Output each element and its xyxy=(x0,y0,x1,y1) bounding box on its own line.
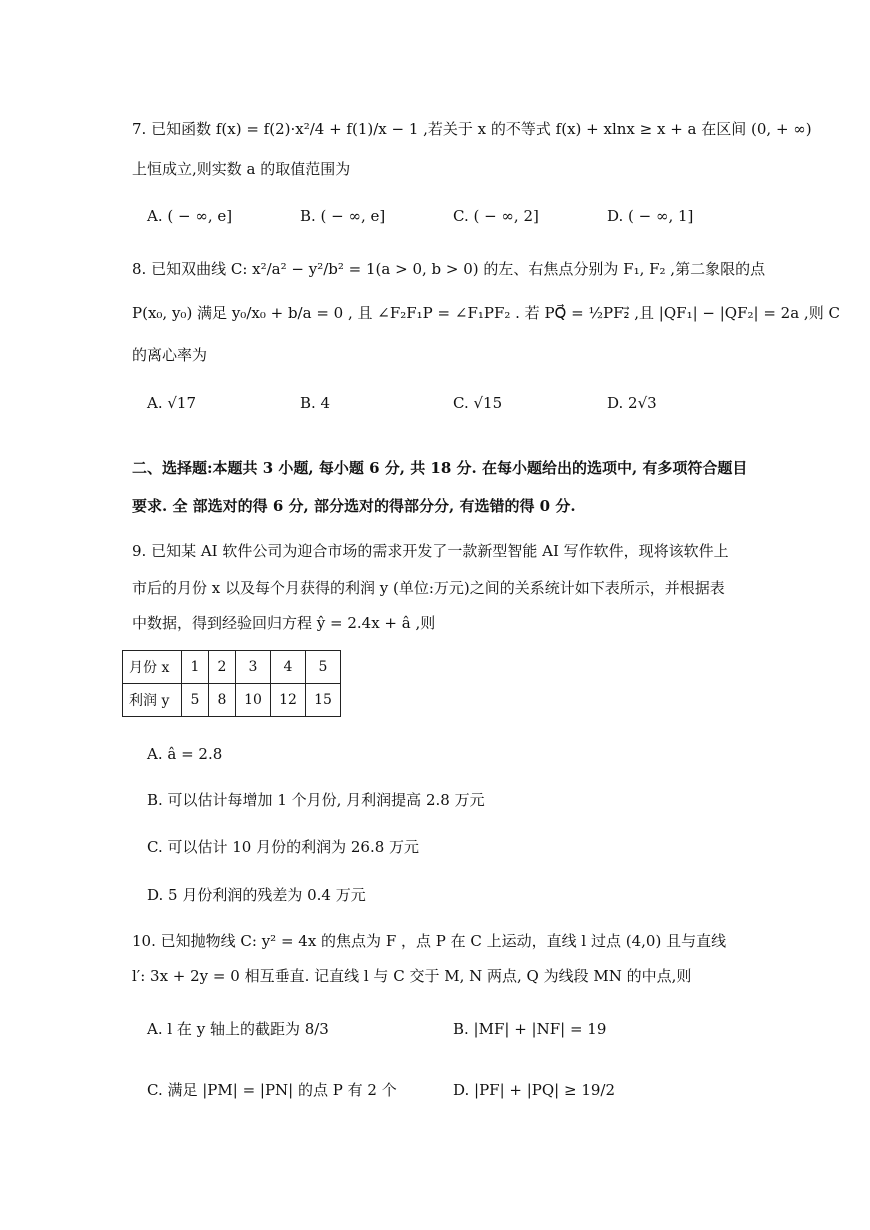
q8-option-c: C. √15 xyxy=(453,394,503,412)
q9-stem-line3: 中数据，得到经验回归方程 ŷ = 2.4x + â ,则 xyxy=(132,614,436,632)
q8-option-b: B. 4 xyxy=(300,394,331,412)
q9-stem-line2: 市后的月份 x 以及每个月获得的利润 y (单位:万元)之间的关系统计如下表所示，并根据表 xyxy=(132,579,725,597)
table-cell: 3 xyxy=(236,651,271,684)
q9-option-a: A. â = 2.8 xyxy=(147,745,223,763)
section2-heading-line2: 要求. 全 部选对的得 6 分, 部分选对的得部分分, 有选错的得 0 分. xyxy=(132,497,576,515)
q9-option-c: C. 可以估计 10 月份的利润为 26.8 万元 xyxy=(147,838,420,856)
q10-stem-line1: 10. 已知抛物线 C: y² = 4x 的焦点为 F ，点 P 在 C 上运动，直线 l 过点 (4,0) 且与直线 xyxy=(132,932,727,950)
table-cell: 8 xyxy=(209,684,236,717)
table-cell: 1 xyxy=(182,651,209,684)
q8-option-d: D. 2√3 xyxy=(607,394,657,412)
table-header-profit: 利润 y xyxy=(123,684,182,717)
q10-option-a: A. l 在 y 轴上的截距为 8/3 xyxy=(147,1020,329,1038)
table-cell: 2 xyxy=(209,651,236,684)
table-cell: 5 xyxy=(306,651,341,684)
table-row-profit xyxy=(123,684,341,717)
q7-stem-line2: 上恒成立,则实数 a 的取值范围为 xyxy=(132,160,351,178)
q10-option-c: C. 满足 |PM| = |PN| 的点 P 有 2 个 xyxy=(147,1081,397,1099)
q9-data-table xyxy=(122,650,341,717)
table-cell: 15 xyxy=(306,684,341,717)
section2-heading-line1: 二、选择题:本题共 3 小题, 每小题 6 分, 共 18 分. 在每小题给出的选项中, 有多项符合题目 xyxy=(132,459,748,477)
q9-option-b: B. 可以估计每增加 1 个月份, 月利润提高 2.8 万元 xyxy=(147,791,485,809)
q8-stem-line2: P(x₀, y₀) 满足 y₀/x₀ + b/a = 0 , 且 ∠F₂F₁P = ∠F₁PF₂ . 若 PQ⃗ = ½PF₂⃗ ,且 |QF₁| − |QF₂| = 2a ,则 C xyxy=(132,304,840,322)
q7-option-c: C. ( − ∞, 2] xyxy=(453,207,539,225)
q7-stem-line1: 7. 已知函数 f(x) = f(2)·x²/4 + f(1)/x − 1 ,若关于 x 的不等式 f(x) + xlnx ≥ x + a 在区间 (0, + ∞) xyxy=(132,120,812,138)
q10-option-b: B. |MF| + |NF| = 19 xyxy=(453,1020,607,1038)
table-header-month: 月份 x xyxy=(123,651,182,684)
q9-option-d: D. 5 月份利润的残差为 0.4 万元 xyxy=(147,886,366,904)
q7-option-b: B. ( − ∞, e] xyxy=(300,207,386,225)
q7-option-a: A. ( − ∞, e] xyxy=(147,207,233,225)
table-cell: 5 xyxy=(182,684,209,717)
q8-stem-line1: 8. 已知双曲线 C: x²/a² − y²/b² = 1(a > 0, b > 0) 的左、右焦点分别为 F₁, F₂ ,第二象限的点 xyxy=(132,260,766,278)
q10-option-d: D. |PF| + |PQ| ≥ 19/2 xyxy=(453,1081,616,1099)
table-row-month xyxy=(123,651,341,684)
q8-option-a: A. √17 xyxy=(147,394,197,412)
q9-stem-line1: 9. 已知某 AI 软件公司为迎合市场的需求开发了一款新型智能 AI 写作软件，现将该软件上 xyxy=(132,542,729,560)
table-cell: 12 xyxy=(271,684,306,717)
table-cell: 10 xyxy=(236,684,271,717)
table-cell: 4 xyxy=(271,651,306,684)
q7-option-d: D. ( − ∞, 1] xyxy=(607,207,694,225)
q10-stem-line2: l′: 3x + 2y = 0 相互垂直. 记直线 l 与 C 交于 M, N 两点, Q 为线段 MN 的中点,则 xyxy=(132,967,692,985)
q8-stem-line3: 的离心率为 xyxy=(132,346,208,364)
